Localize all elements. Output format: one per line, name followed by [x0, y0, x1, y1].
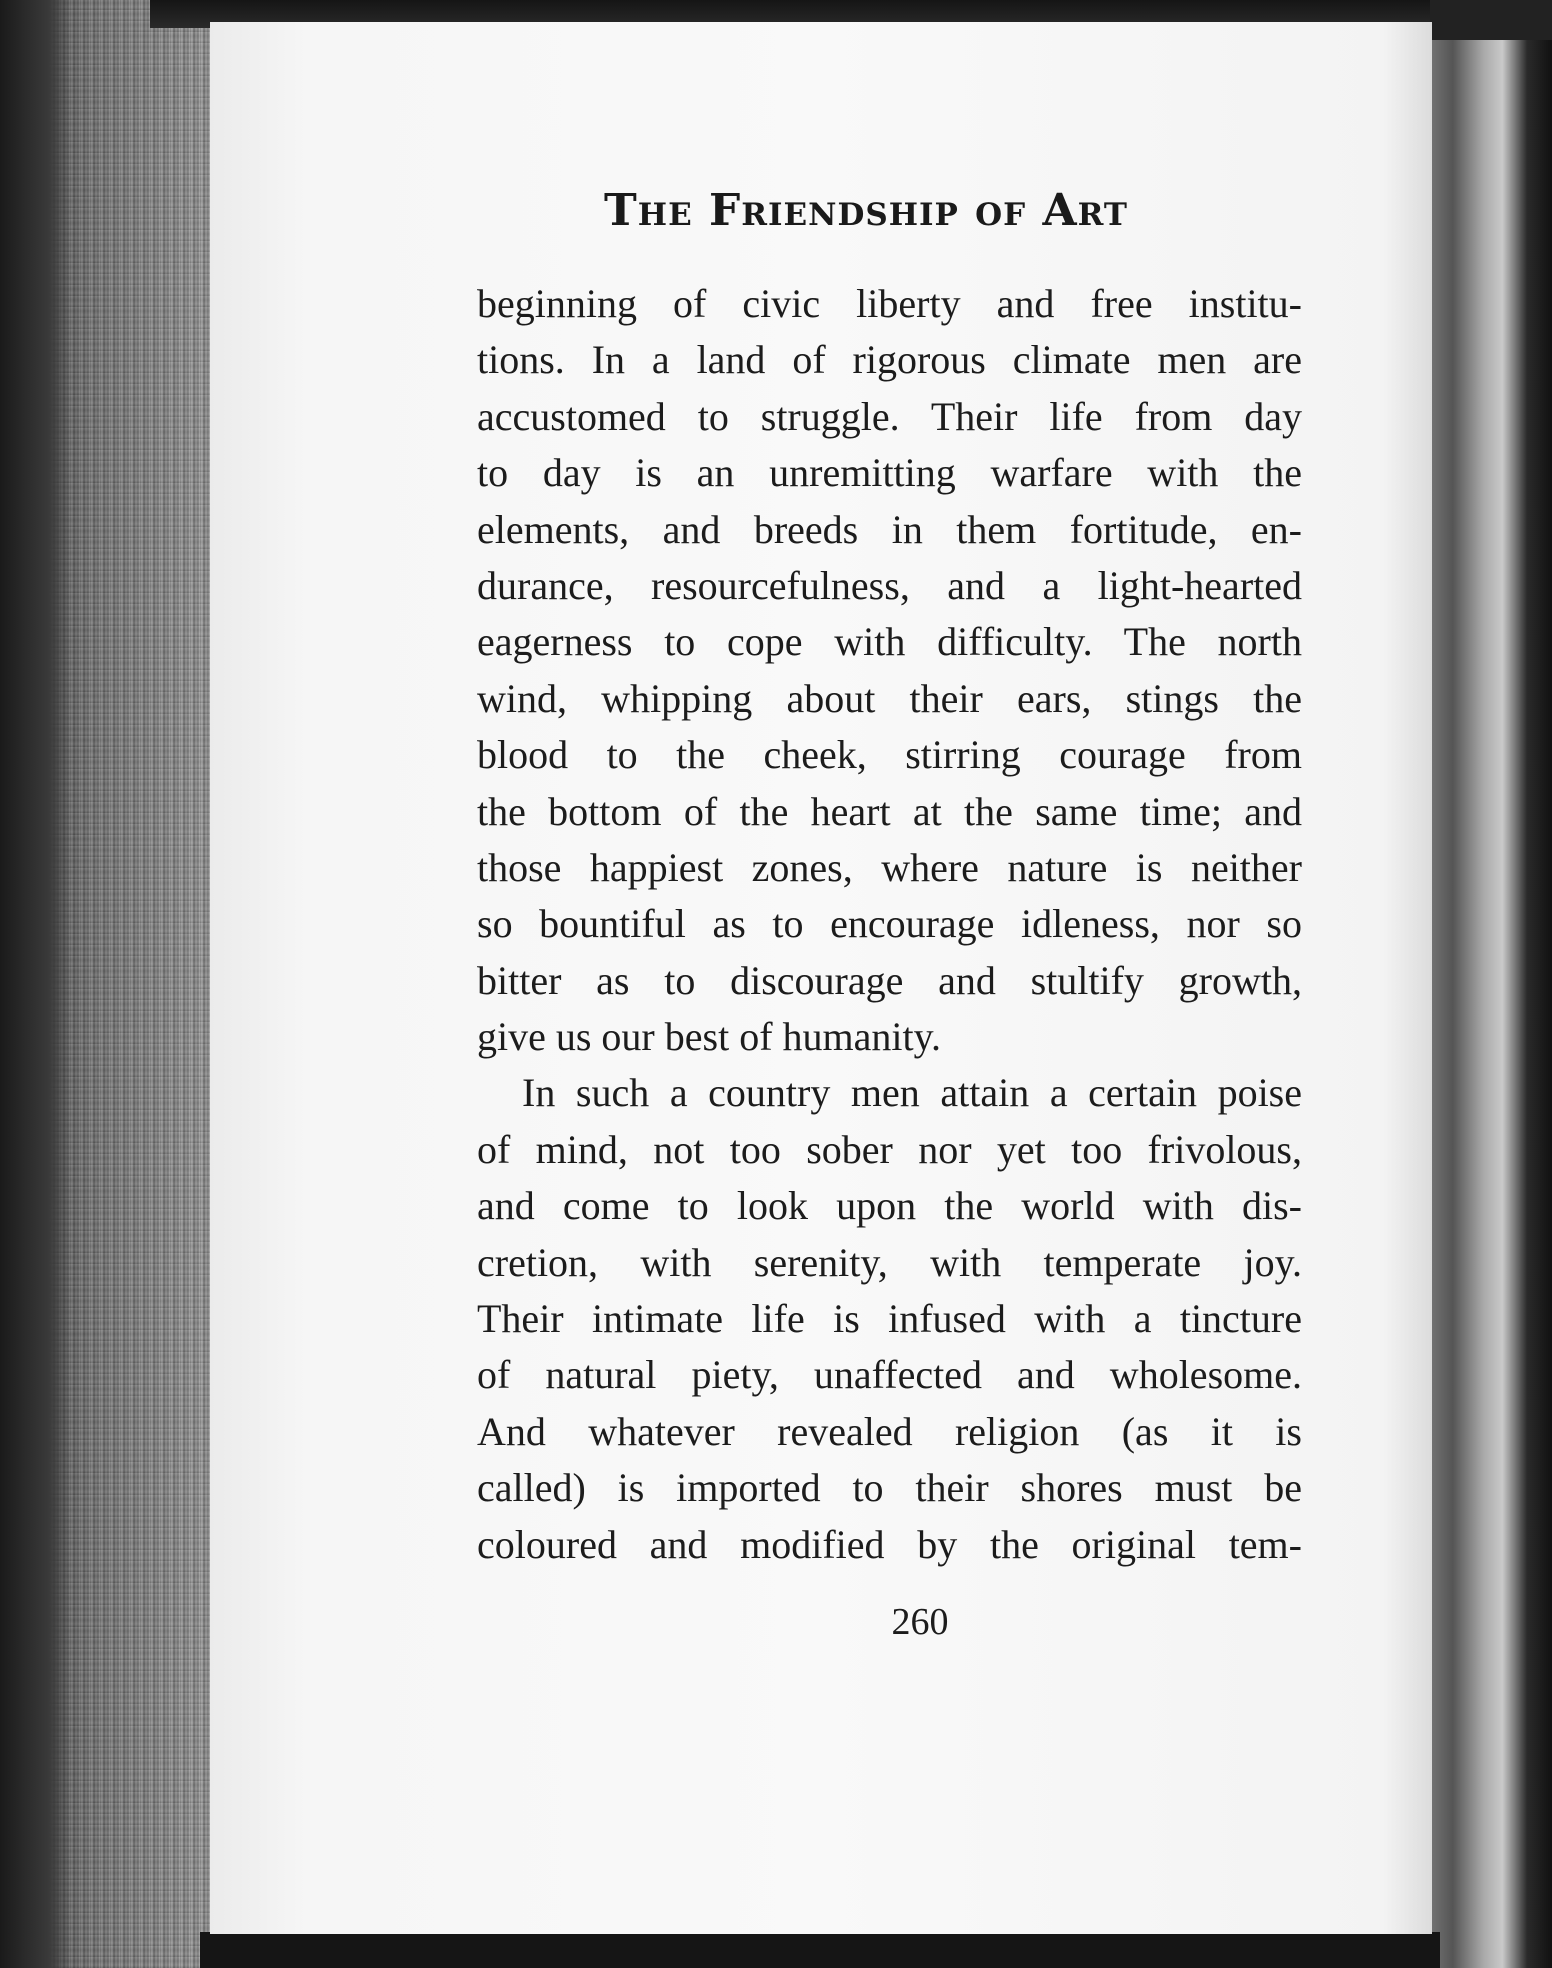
text-line: and come to look upon the world with dis- [477, 1183, 1302, 1229]
text-line: wind, whipping about their ears, stings the [477, 675, 1302, 721]
text-line: elements, and breeds in them fortitude, en- [477, 506, 1302, 552]
left-shadow [0, 0, 70, 1968]
text-line: And whatever revealed religion (as it is [477, 1408, 1302, 1454]
text-line: bitter as to discourage and stultify growth, [477, 957, 1302, 1003]
text-line: accustomed to struggle. Their life from day [477, 393, 1302, 439]
facing-page-edge [1428, 40, 1552, 1968]
page-number: 260 [891, 1601, 949, 1643]
paragraph-1 [477, 276, 1302, 1065]
text-line: to day is an unremitting warfare with the [477, 450, 1302, 496]
text-line: so bountiful as to encourage idleness, nor so [477, 901, 1302, 947]
text-line: cretion, with serenity, with temperate joy. [477, 1239, 1302, 1285]
running-head: The Friendship of Art [604, 185, 1128, 236]
text-line: those happiest zones, where nature is neither [477, 844, 1302, 890]
text-line: Their intimate life is infused with a tincture [477, 1296, 1302, 1342]
text-line: give us our best of humanity. [477, 1014, 942, 1060]
text-line: In such a country men attain a certain poise [522, 1070, 1302, 1116]
book-page [210, 22, 1432, 1934]
text-line: of mind, not too sober nor yet too frivolous, [477, 1126, 1302, 1172]
bottom-shadow [200, 1932, 1440, 1968]
text-line: beginning of civic liberty and free institu- [477, 281, 1302, 326]
body-text [477, 276, 1302, 1573]
text-line: tions. In a land of rigorous climate men are [477, 337, 1302, 383]
paragraph-2 [477, 1065, 1302, 1573]
text-line: coloured and modified by the original tem- [477, 1521, 1302, 1567]
text-line: blood to the cheek, stirring courage from [477, 732, 1302, 778]
text-line: called) is imported to their shores must be [477, 1465, 1302, 1511]
text-line: durance, resourcefulness, and a light-hearted [477, 562, 1302, 608]
text-line: of natural piety, unaffected and wholesome. [477, 1352, 1302, 1398]
text-line: the bottom of the heart at the same time; and [477, 788, 1302, 834]
text-line: eagerness to cope with difficulty. The north [477, 619, 1302, 665]
